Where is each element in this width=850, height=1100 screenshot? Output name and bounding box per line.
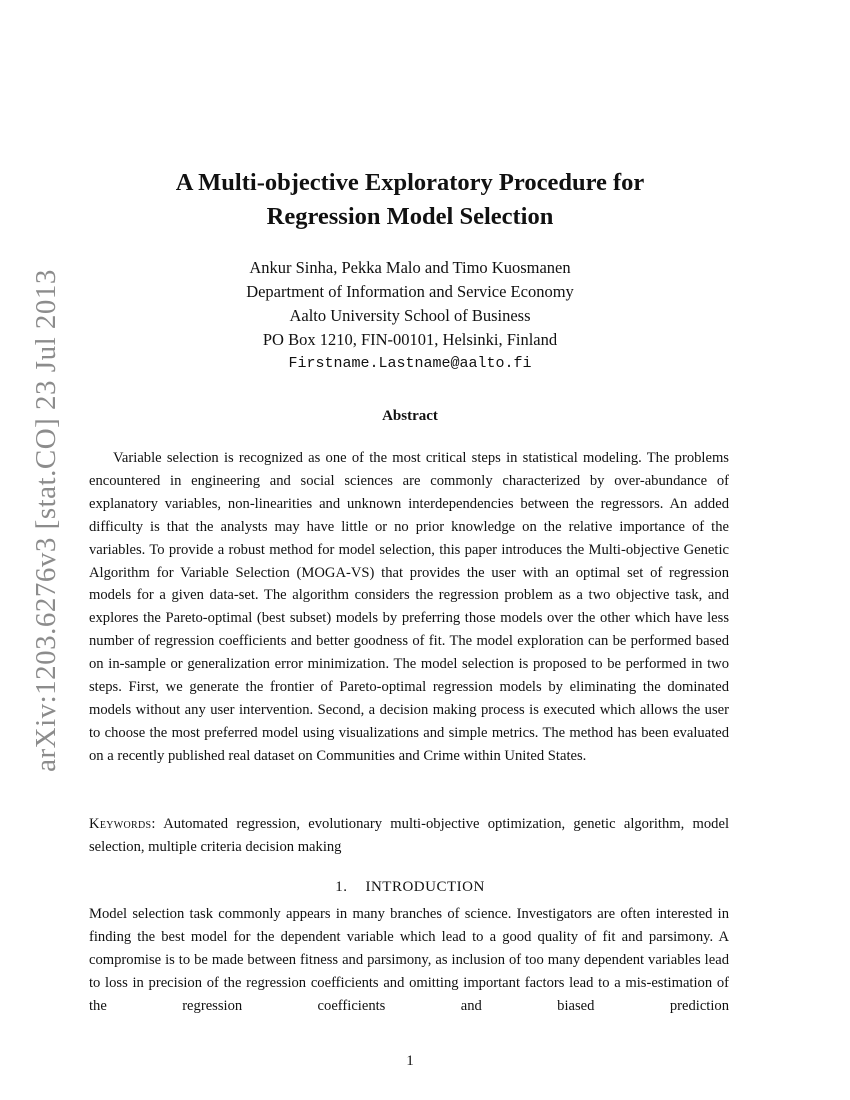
abstract-text: Variable selection is recognized as one of the most critical steps in statistical modeling. The problems encountered in engineering and social sciences are commonly characterized by over-abundance of explanatory variables, non-linearities and unknown interdependencies between the regressors. An added difficulty is that the analysts may have little or no prior knowledge on the relative importance of the variables. To provide a robust method for model selection, this paper introduces the Multi-objective Genetic Algorithm for Variable Selection (MOGA-VS) that provides the user with an optimal set of regression models for a given data-set. The algorithm considers the regression problem as a two objective task, and explores the Pareto-optimal (best subset) models by preferring those models over the other which have less number of regression coefficients and better goodness of fit. The model exploration can be performed based on in-sample or generalization error minimization. The model selection is proposed to be performed in two steps. First, we generate the frontier of Pareto-optimal regression models by eliminating the dominated models without any user intervention. Second, a decision making process is executed which allows the user to choose the most preferred model using visualizations and simple metrics. The method has been evaluated on a recently published real dataset on Communities and Crime within United States.	[89, 450, 729, 764]
arxiv-identifier-text: arXiv:1203.6276v3 [stat.CO] 23 Jul 2013	[29, 268, 62, 772]
author-school: Aalto University School of Business	[289, 306, 531, 325]
keywords-text: Automated regression, evolutionary multi-objective optimization, genetic algorithm, model selection, multiple criteria decision making	[89, 816, 729, 855]
author-address: PO Box 1210, FIN-00101, Helsinki, Finland	[262, 330, 558, 349]
arxiv-identifier	[26, 268, 66, 772]
introduction-text: Model selection task commonly appears in many branches of science. Investigators are often interested in finding the best model for the dependent variable which lead to a good quality of fit and parsimony. A compromise is to be made between fitness and parsimony, as inclusion of too many dependent variables lead to loss in precision of the regression coefficients and omitting important factors lead to a mis-estimation of the regression coefficients and biased prediction	[89, 906, 729, 1014]
section-heading	[90, 879, 730, 896]
title-line-2: Regression Model Selection	[266, 203, 554, 230]
keywords	[89, 813, 729, 859]
author-email: Firstname.Lastname@aalto.fi	[288, 355, 532, 372]
title-line-1: A Multi-objective Exploratory Procedure for	[175, 169, 645, 196]
abstract-heading: Abstract	[382, 408, 438, 424]
author-names: Ankur Sinha, Pekka Malo and Timo Kuosmanen	[249, 258, 571, 277]
paper-title	[90, 166, 730, 234]
keywords-label: Keywords:	[89, 816, 156, 832]
page-number: 1	[406, 1053, 414, 1069]
section-title: INTRODUCTION	[365, 879, 485, 895]
author-block	[90, 256, 730, 376]
author-department: Department of Information and Service Economy	[246, 282, 574, 301]
section-number: 1.	[335, 879, 348, 895]
